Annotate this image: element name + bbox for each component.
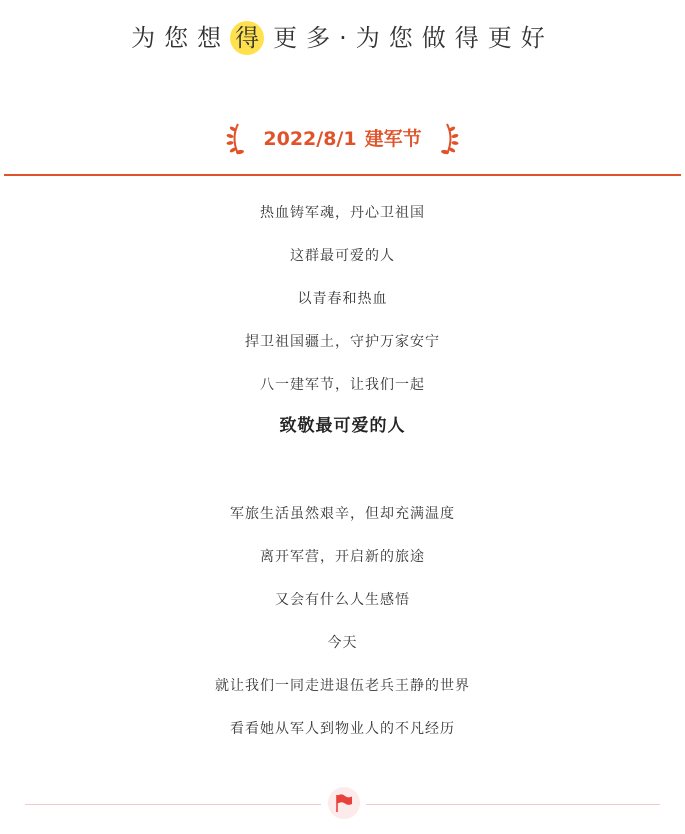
poem-line: 就让我们一同走进退伍老兵王静的世界 (215, 678, 470, 694)
poem-line: 以青春和热血 (297, 291, 388, 307)
poem-line: 今天 (327, 635, 358, 651)
divider (4, 174, 681, 176)
slogan-before: 为您想 (131, 24, 231, 52)
footer-line-left (25, 804, 321, 805)
footer-badge (328, 787, 360, 819)
red-flag-icon (328, 787, 360, 819)
poem-line: 八一建军节，让我们一起 (260, 377, 425, 393)
laurel-right-icon (437, 122, 461, 156)
holiday-text: 建军节 (364, 128, 422, 150)
date-title (250, 126, 435, 152)
poem-line: 离开军营，开启新的旅途 (260, 549, 425, 565)
slogan (0, 18, 685, 58)
laurel-left-icon (224, 122, 248, 156)
slogan-highlight: 得 (230, 21, 264, 55)
poem-line: 又会有什么人生感悟 (275, 592, 410, 608)
date-heading (0, 120, 685, 160)
poem-line: 热血铸军魂，丹心卫祖国 (260, 205, 425, 221)
date-text: 2022/8/1 (263, 128, 357, 150)
poem-line: 军旅生活虽然艰辛，但却充满温度 (230, 506, 455, 522)
poem-emphasis-line: 致敬最可爱的人 (279, 416, 406, 436)
poem-line: 这群最可爱的人 (290, 248, 395, 264)
poem-line: 捍卫祖国疆土，守护万家安宁 (245, 334, 440, 350)
slogan-after: 更多·为您做得更好 (273, 24, 554, 52)
footer-line-right (366, 804, 660, 805)
poem-line: 看看她从军人到物业人的不凡经历 (230, 721, 455, 737)
